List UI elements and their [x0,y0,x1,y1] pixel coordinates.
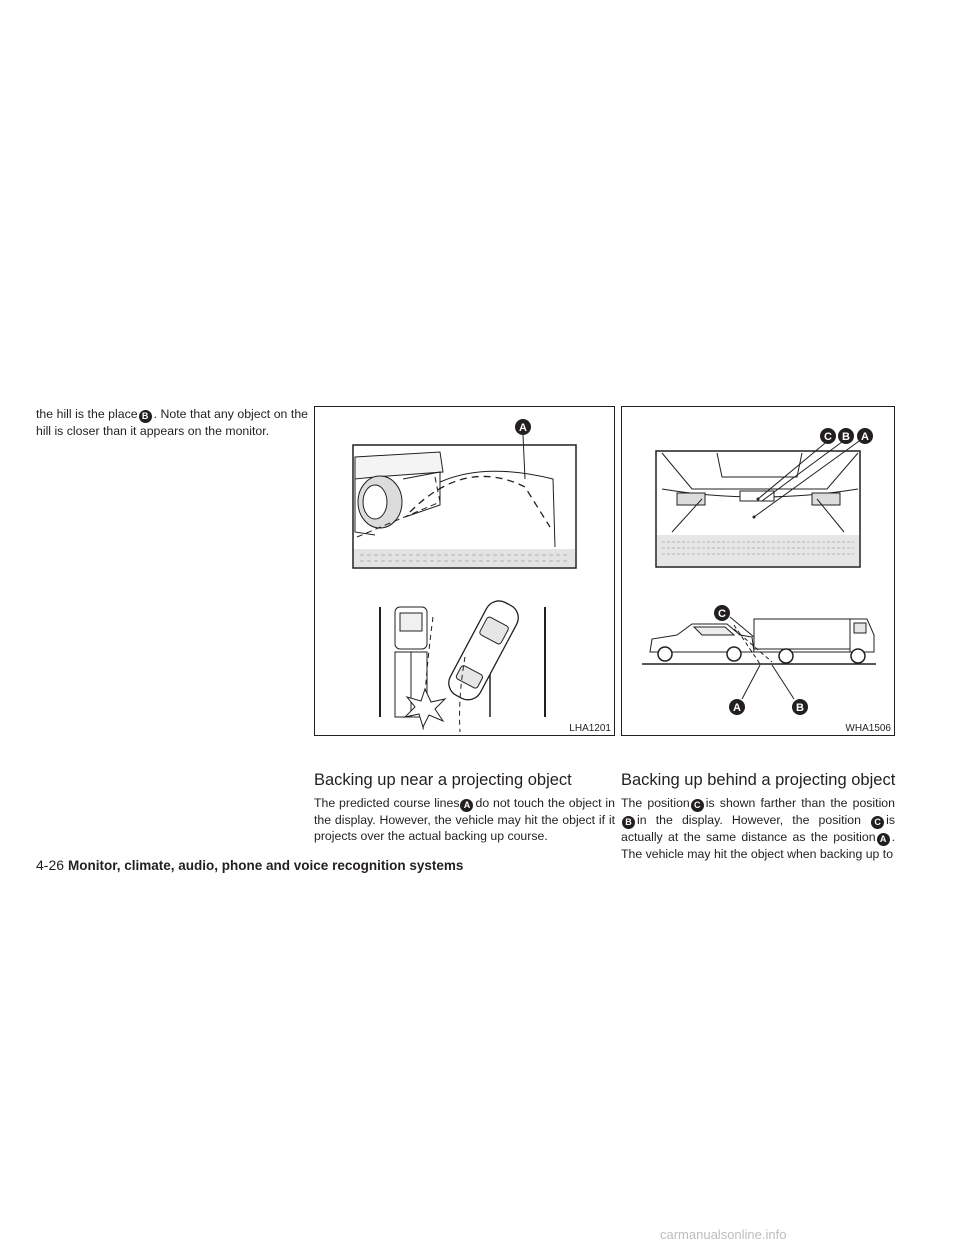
intro-text-1: the hill is the place [36,407,138,421]
section-left-text-2: do not touch the object in the display. However, the vehicle may hit the object if it projects over the actual backing up course. [314,796,615,843]
callout-b-label-side: B [796,702,804,714]
callout-a-label-side: A [733,702,741,714]
section-right-text-3: in the display. However, the position [637,813,861,827]
section-right-text-2: is shown farther than the position [705,796,895,810]
callout-b-marker-2: B [622,816,635,829]
section-right-text-4: is actually at the same distance as the position [621,813,895,844]
watermark: carmanualsonline.info [660,1227,787,1242]
figure-illustration-left [315,407,616,737]
figure-projecting-object-behind [621,406,895,736]
callout-c-marker-3: C [871,816,884,829]
intro-text-2: . Note that any object on the hill is closer than it appears on the monitor. [36,407,308,438]
figure-projecting-object-near [314,406,615,736]
section-heading-right: Backing up behind a projecting object [621,771,896,789]
page-number: 4-26 [36,857,65,873]
figure-id-left: LHA1201 [569,723,611,734]
callout-c-label-side: C [718,608,726,620]
callout-a-marker-4: A [877,833,890,846]
figure-illustration-right [622,407,896,737]
callout-c-marker-1: C [691,799,704,812]
section-right-text-5: . The vehicle may hit the object when backing up to [621,830,895,861]
section-paragraph-left [314,795,615,844]
intro-paragraph [36,406,308,439]
callout-b-marker: B [139,410,152,423]
callout-a-marker: A [460,799,473,812]
callout-a-label-top: A [861,431,869,443]
callout-c-label-top: C [824,431,832,443]
callout-b-label-top: B [842,431,850,443]
section-paragraph-right [621,795,895,862]
page-footer [36,857,463,873]
footer-section-title: Monitor, climate, audio, phone and voice recognition systems [68,858,464,873]
section-heading-left: Backing up near a projecting object [314,771,572,789]
callout-a-label: A [519,422,527,434]
section-left-text-1: The predicted course lines [314,796,460,810]
section-right-text-1: The position [621,796,690,810]
figure-id-right: WHA1506 [845,723,891,734]
